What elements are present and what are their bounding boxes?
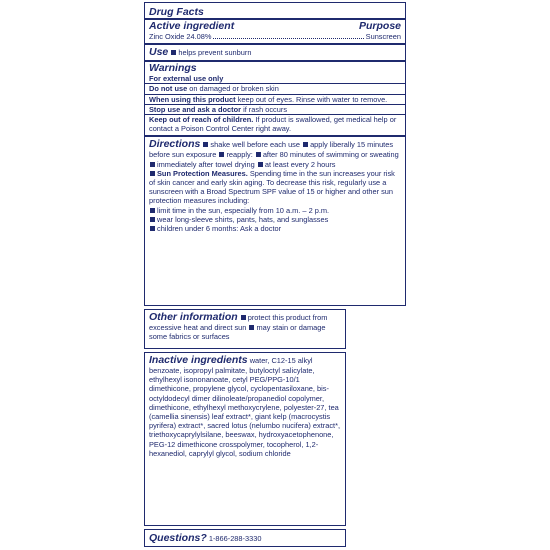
- do-not-use-text: on damaged or broken skin: [189, 84, 279, 94]
- direction-item: at least every 2 hours: [264, 159, 336, 169]
- bullet-square-icon: [256, 152, 261, 157]
- keep-out-text: If product is swallowed, get medical help or contact a Poison Control Center right away.: [149, 115, 397, 134]
- bullet-square-icon: [150, 162, 155, 167]
- direction-item: shake well before each use: [210, 140, 300, 150]
- active-ingredient-heading: Active ingredient: [149, 20, 235, 32]
- other-information-heading: Other information: [149, 311, 238, 323]
- inactive-ingredients-panel: [144, 352, 346, 526]
- dot-leader: [213, 32, 363, 39]
- purpose-value: Sunscreen: [365, 32, 401, 41]
- inactive-ingredients-text: water, C12-15 alkyl benzoate, isopropyl palmitate, butyloctyl salicylate, ethylhexyl isononanoate, cetyl PEG/PPG-10/1 dimethicone, propylene glycol, cyclopentasiloxane, bis-octyldodecyl dimer dilinoleate/propanediol copolymer, dimethicone, ethylhexyl methoxycrylene, polyester-27, tea (camellia sinensis) leaf extract*, giant kelp (macrocystis pyrifera) extract*, sacred lotus (nelumbo nucifera) extract*, triethoxycaprylylsilane, beeswax, hydroxyacetophenone, PEG-12 dimethicone crosspolymer, tocopherol, 1,2-hexanediol, caprylyl glycol, sodium chloride: [149, 356, 341, 458]
- bullet-square-icon: [150, 208, 155, 213]
- directions-heading: Directions: [149, 138, 201, 151]
- bullet-square-icon: [203, 142, 208, 147]
- questions-phone: 1-866-288-3330: [208, 534, 262, 543]
- bullet-square-icon: [258, 162, 263, 167]
- purpose-heading: Purpose: [358, 20, 401, 32]
- inactive-ingredients-heading: Inactive ingredients: [149, 354, 248, 366]
- bullet-square-icon: [150, 226, 155, 231]
- bullet-square-icon: [150, 217, 155, 222]
- drug-facts-title: Drug Facts: [149, 6, 204, 18]
- stop-use-text: if rash occurs: [243, 104, 288, 114]
- bullet-square-icon: [249, 325, 254, 330]
- bullet-square-icon: [219, 152, 224, 157]
- questions-heading: Questions?: [149, 532, 207, 544]
- other-info-item: protect this product from excessive heat and direct sun: [149, 313, 328, 332]
- active-ingredient: Zinc Oxide 24.08%: [149, 32, 212, 41]
- warnings-heading: Warnings: [149, 62, 197, 75]
- keep-out-label: Keep out of reach of children.: [149, 115, 254, 125]
- direction-item: immediately after towel drying: [157, 159, 255, 169]
- external-use: For external use only: [149, 74, 224, 84]
- do-not-use-label: Do not use: [149, 84, 188, 94]
- direction-item: apply liberally 15 minutes before sun exposure: [149, 140, 394, 160]
- use-heading: Use: [149, 46, 169, 59]
- when-using-label: When using this product: [149, 94, 236, 104]
- bullet-square-icon: [241, 315, 246, 320]
- measure-item: wear long-sleeve shirts, pants, hats, and sunglasses: [157, 214, 329, 224]
- drug-facts-panel: [144, 2, 406, 306]
- direction-item: after 80 minutes of swimming or sweating: [262, 150, 399, 160]
- sun-protection-text: Spending time in the sun increases your risk of skin cancer and early skin aging. To decrease this risk, regularly use a sunscreen with a Broad Spectrum SPF value of 15 or higher and other sun protection measures including:: [149, 168, 395, 206]
- measure-item: children under 6 months: Ask a doctor: [157, 224, 282, 234]
- bullet-square-icon: [303, 142, 308, 147]
- other-information-panel: [144, 309, 346, 349]
- direction-item: reapply:: [226, 150, 253, 160]
- measure-item: limit time in the sun, especially from 10 a.m. – 2 p.m.: [157, 205, 330, 215]
- use-text: helps prevent sunburn: [178, 48, 252, 58]
- sun-protection-label: Sun Protection Measures.: [157, 168, 248, 178]
- other-info-item: may stain or damage some fabrics or surfaces: [149, 323, 326, 342]
- stop-use-label: Stop use and ask a doctor: [149, 104, 241, 114]
- bullet-square-icon: [150, 171, 155, 176]
- questions-panel: [144, 529, 346, 547]
- when-using-text: keep out of eyes. Rinse with water to remove.: [237, 94, 388, 104]
- bullet-square-icon: [171, 50, 176, 55]
